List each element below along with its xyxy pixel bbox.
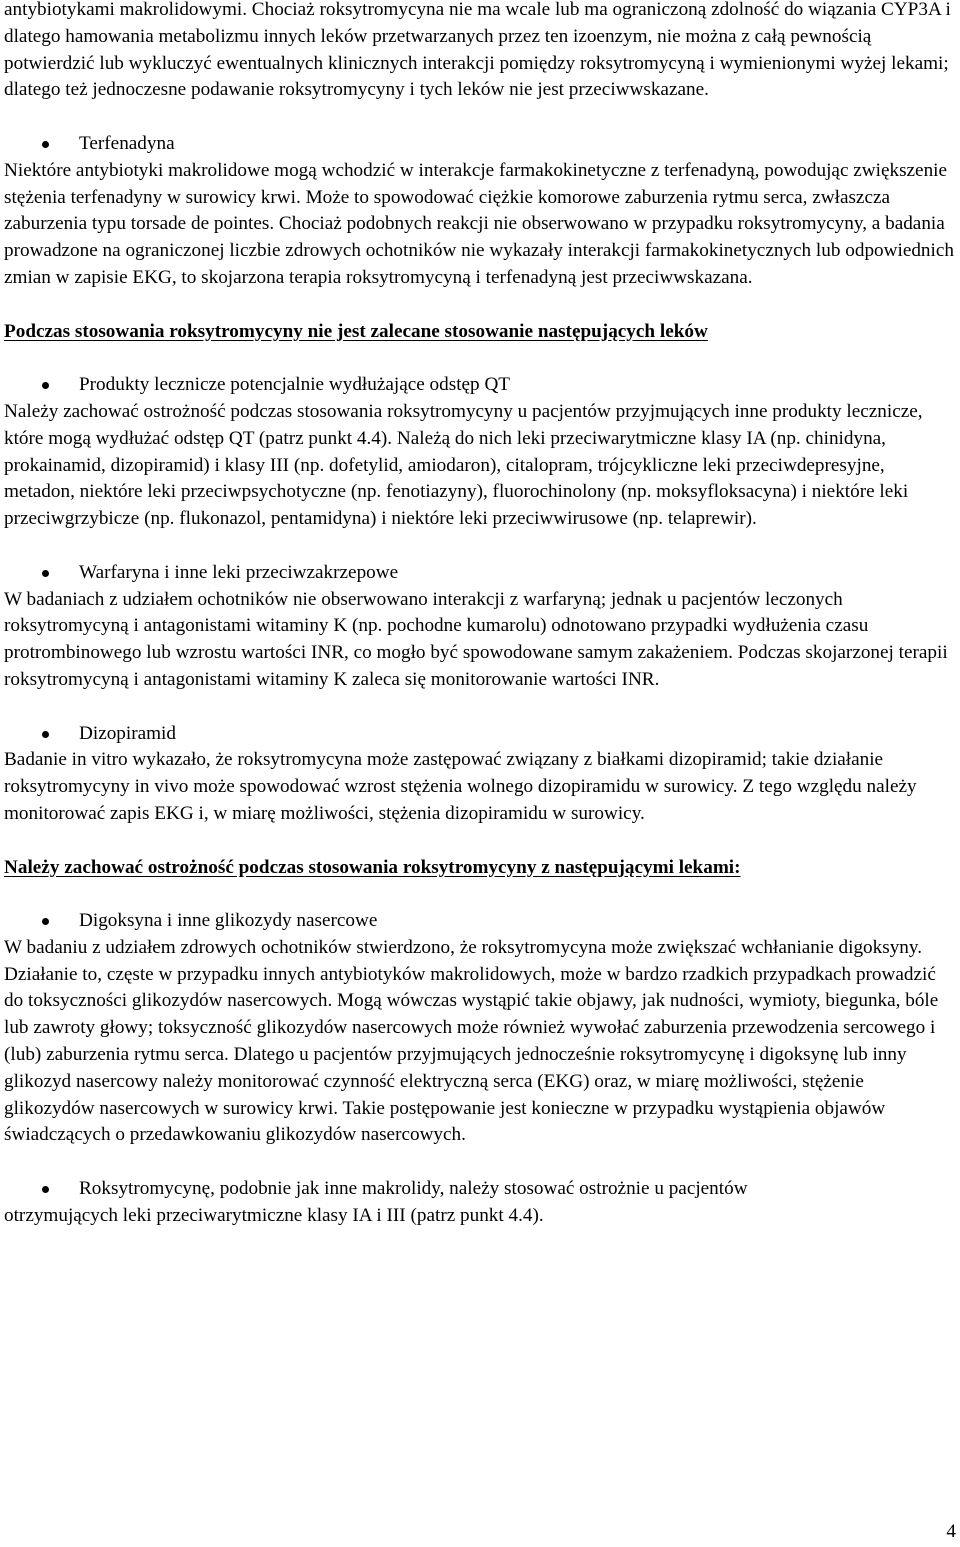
bullet-qt-drugs: Produkty lecznicze potencjalnie wydłużające odstęp QT [4,372,958,399]
spacer [4,694,958,721]
spacer [4,104,958,131]
intro-paragraph: antybiotykami makrolidowymi. Chociaż roksytromycyna nie ma wcale lub ma ograniczoną zdolność do wiązania CYP3A i dlatego hamowania metabolizmu innych leków przetwarzanych przez ten izoenzym, nie można z całą pewnością potwierdzić lub wykluczyć ewentualnych klinicznych interakcji pomiędzy roksytromycyną i wymienionymi wyżej lekami; dlatego też jednoczesne podawanie roksytromycyny i tych leków nie jest przeciwwskazane. [4,0,951,101]
spacer [4,292,958,319]
spacer [4,345,958,372]
bullet-disopyramide: Dizopiramid [4,721,958,748]
document-page [4,0,958,1230]
warfarin-paragraph: W badaniach z udziałem ochotników nie obserwowano interakcji z warfaryną; jednak u pacjentów leczonych roksytromycyną i antagonistami witaminy K (np. pochodne kumarolu) odnotowano przypadki wydłużenia czasu protrombinowego lub wzrostu wartości INR, co mogło być spowodowane samym zakażeniem. Podczas skojarzonej terapii roksytromycyną i antagonistami witaminy K zaleca się monitorowanie wartości INR. [4,588,948,690]
qt-paragraph: Należy zachować ostrożność podczas stosowania roksytromycyny u pacjentów przyjmujących inne produkty lecznicze, które mogą wydłużać odstęp QT (patrz punkt 4.4). Należą do nich leki przeciwarytmiczne klasy IA (np. chinidyna, prokainamid, dizopiramid) i klasy III (np. dofetylid, amiodaron), citalopram, trójcykliczne leki przeciwdepresyjne, metadon, niektóre leki przeciwpsychotyczne (np. fenotiazyny), fluorochinolony (np. moksyfloksacyna) i niektóre leki przeciwgrzybicze (np. flukonazol, pentamidyna) i niektóre leki przeciwwirusowe (np. telaprewir). [4,400,923,530]
bullet-antiarrhythmic: Roksytromycynę, podobnie jak inne makrolidy, należy stosować ostrożnie u pacjentów [4,1176,958,1203]
page-number: 4 [946,1521,956,1542]
bullet-warfarin: Warfaryna i inne leki przeciwzakrzepowe [4,560,958,587]
section-heading-caution: Należy zachować ostrożność podczas stosowania roksytromycyny z następującymi lekami: [4,856,741,878]
digoxin-paragraph: W badaniu z udziałem zdrowych ochotników stwierdzono, że roksytromycyna może zwiększać wchłanianie digoksyny. Działanie to, częste w przypadku innych antybiotyków makrolidowych, może w bardzo rzadkich przypadkach prowadzić do toksyczności glikozydów nasercowych. Mogą wówczas wystąpić takie objawy, jak nudności, wymioty, biegunka, bóle lub zawroty głowy; toksyczność glikozydów nasercowych może również wywołać zaburzenia przewodzenia sercowego i (lub) zaburzenia rytmu serca. Dlatego u pacjentów przyjmujących jednocześnie roksytromycynę i digoksynę lub inny glikozyd nasercowy należy monitorować czynność elektryczną serca (EKG) oraz, w miarę możliwości, stężenie glikozydów nasercowych w surowicy krwi. Takie postępowanie jest konieczne w przypadku wystąpienia objawów świadczących o przedawkowaniu glikozydów nasercowych. [4,936,939,1146]
bullet-terfenadine: Terfenadyna [4,131,958,158]
disopyramide-paragraph: Badanie in vitro wykazało, że roksytromycyna może zastępować związany z białkami dizopiramid; takie działanie roksytromycyny in vivo może spowodować wzrost stężenia wolnego dizopiramidu w surowicy. Z tego względu należy monitorować zapis EKG i, w miarę możliwości, stężenia dizopiramidu w surowicy. [4,749,917,824]
terfenadine-paragraph: Niektóre antybiotyki makrolidowe mogą wchodzić w interakcje farmakokinetyczne z terfenadyną, powodując zwiększenie stężenia terfenadyny w surowicy krwi. Może to spowodować ciężkie komorowe zaburzenia rytmu serca, zwłaszcza zaburzenia typu torsade de pointes. Chociaż podobnych reakcji nie obserwowano w przypadku roksytromycyny, a badania prowadzone na ograniczonej liczbie zdrowych ochotników nie wykazały interakcji farmakokinetycznych lub odpowiednich zmian w zapisie EKG, to skojarzona terapia roksytromycyną i terfenadyną jest przeciwwskazana. [4,159,954,288]
spacer [4,1149,958,1176]
spacer [4,881,958,908]
spacer [4,828,958,855]
bullet-digoxin: Digoksyna i inne glikozydy nasercowe [4,908,958,935]
antiarrhythmic-continuation: otrzymujących leki przeciwarytmiczne klasy IA i III (patrz punkt 4.4). [4,1204,544,1226]
section-heading-not-recommended: Podczas stosowania roksytromycyny nie jest zalecane stosowanie następujących leków [4,320,708,342]
spacer [4,533,958,560]
